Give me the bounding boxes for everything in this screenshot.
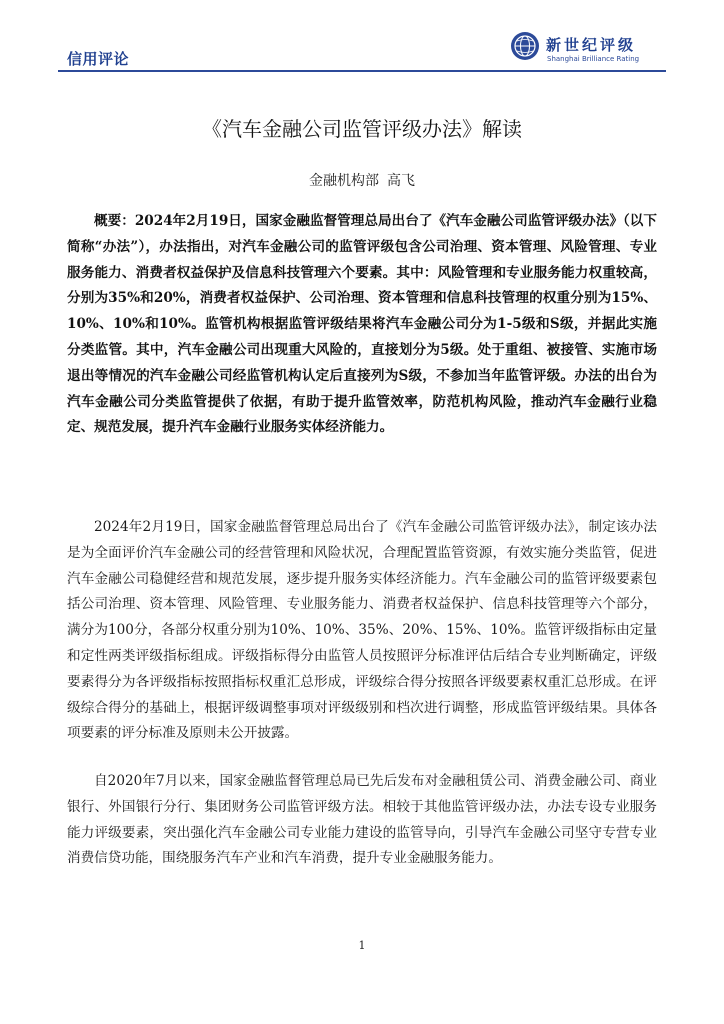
abstract-paragraph: 概要：2024年2月19日，国家金融监督管理总局出台了《汽车金融公司监管评级办法》（以下简称“办法”），办法指出，对汽车金融公司的监管评级包含公司治理、资本管理、风险管理、专业服务能力、消费者权益保护及信息科技管理六个要素。其中：风险管理和专业服务能力权重较高，分别为35%和20%，消费者权益保护、公司治理、资本管理和信息科技管理的权重分别为15%、10%、10%和10%。监管机构根据监管评级结果将汽车金融公司分为1-5级和S级，并据此实施分类监管。其中，汽车金融公司出现重大风险的，直接划分为5级。处于重组、被接管、实施市场退出等情况的汽车金融公司经监管机构认定后直接列为S级，不参加当年监管评级。办法的出台为汽车金融公司分类监管提供了依据，有助于提升监管效率，防范机构风险，推动汽车金融行业稳定、规范发展，提升汽车金融行业服务实体经济能力。: [67, 213, 657, 436]
logo-english-name: Shanghai Brilliance Rating: [547, 55, 640, 63]
globe-logo-icon: [510, 31, 540, 61]
page-header: [0, 0, 724, 72]
logo-chinese-name: 新世纪评级: [546, 36, 637, 54]
header-divider: [58, 70, 666, 72]
brand-logo: [510, 31, 660, 65]
author-name: 高飞: [387, 173, 415, 189]
author-department: 金融机构部: [309, 173, 379, 189]
author-line: [0, 170, 724, 190]
section-label: 信用评论: [67, 50, 130, 68]
document-title: 《汽车金融公司监管评级办法》解读: [202, 117, 522, 141]
body-paragraph-2: 自2020年7月以来，国家金融监督管理总局已先后发布对金融租赁公司、消费金融公司、商业银行、外国银行分行、集团财务公司监管评级方法。相较于其他监管评级办法，办法专设专业服务能力评级要素，突出强化汽车金融公司专业能力建设的监管导向，引导汽车金融公司坚守专营专业消费信贷功能，围绕服务汽车产业和汽车消费，提升专业金融服务能力。: [67, 773, 657, 867]
body-paragraph-1: 2024年2月19日，国家金融监督管理总局出台了《汽车金融公司监管评级办法》，制定该办法是为全面评价汽车金融公司的经营管理和风险状况，合理配置监管资源，有效实施分类监管，促进汽车金融公司稳健经营和规范发展，逐步提升服务实体经济能力。汽车金融公司的监管评级要素包括公司治理、资本管理、风险管理、专业服务能力、消费者权益保护、信息科技管理等六个部分，满分为100分，各部分权重分别为10%、10%、35%、20%、15%、10%。监管评级指标由定量和定性两类评级指标组成。评级指标得分由监管人员按照评分标准评估后结合专业判断确定，评级要素得分为各评级指标按照指标权重汇总形成，评级综合得分按照各评级要素权重汇总形成。在评级综合得分的基础上，根据评级调整事项对评级级别和档次进行调整，形成监管评级结果。具体各项要素的评分标准及原则未公开披露。: [67, 519, 657, 742]
page-number: 1: [358, 939, 366, 952]
